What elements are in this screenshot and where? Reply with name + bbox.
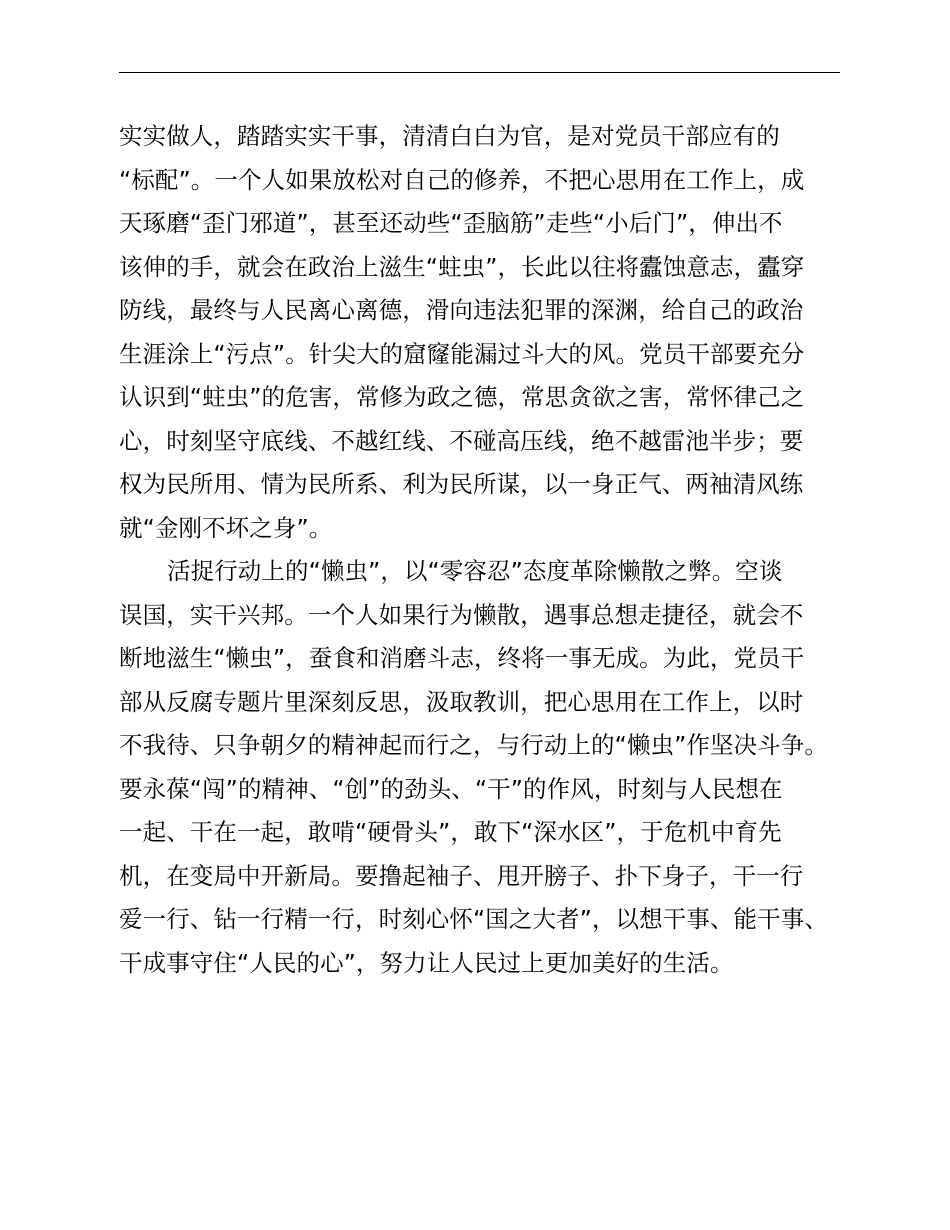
text-line: 天琢磨“歪门邪道”，甚至还动些“歪脑筋”走些“小后门”，伸出不	[119, 209, 783, 237]
text-line: 部从反腐专题片里深刻反思，汲取教训，把心思用在工作上，以时	[119, 687, 804, 716]
text-line: 要永葆“闯”的精神、“创”的劲头、“干”的作风，时刻与人民想在	[119, 774, 783, 803]
text-line: 机，在变局中开新局。要撸起袖子、甩开膀子、扑下身子，干一行	[119, 861, 804, 890]
document-body	[119, 115, 840, 985]
text-line: “标配”。一个人如果放松对自己的修养，不把心思用在工作上，成	[119, 165, 805, 194]
text-line: 权为民所用、情为民所系、利为民所谋，以一身正气、两袖清风练	[119, 470, 804, 498]
text-line: 实实做人，踏踏实实干事，清清白白为官，是对党员干部应有的	[119, 122, 780, 150]
text-line: 心，时刻坚守底线、不越红线、不碰高压线，绝不越雷池半步；要	[119, 426, 804, 455]
text-line: 认识到“蛀虫”的危害，常修为政之德，常思贪欲之害，常怀律己之	[119, 383, 805, 411]
text-line: 该伸的手，就会在政治上滋生“蛀虫”，长此以往将蠹蚀意志，蠹穿	[119, 252, 805, 281]
text-line: 干成事守住“人民的心”，努力让人民过上更加美好的生活。	[119, 948, 734, 977]
text-line: 断地滋生“懒虫”，蚕食和消磨斗志，终将一事无成。为此，党员干	[119, 644, 805, 672]
text-line: 爱一行、钻一行精一行，时刻心怀“国之大者”，以想干事、能干事、	[119, 905, 828, 933]
text-line: 生涯涂上“污点”。针尖大的窟窿能漏过斗大的风。党员干部要充分	[119, 339, 805, 368]
text-line: 不我待、只争朝夕的精神起而行之，与行动上的“懒虫”作坚决斗争。	[119, 731, 828, 759]
text-line: 误国，实干兴邦。一个人如果行为懒散，遇事总想走捷径，就会不	[119, 600, 804, 629]
text-line: 防线，最终与人民离心离德，滑向违法犯罪的深渊，给自己的政治	[119, 296, 804, 324]
text-line: 就“金刚不坏之身”。	[119, 513, 333, 542]
text-line: 一起、干在一起，敢啃“硬骨头”，敢下“深水区”，于危机中育先	[119, 818, 782, 846]
header-rule	[119, 72, 840, 73]
paragraph-first-line: 活捉行动上的“懒虫”，以“零容忍”态度革除懒散之弊。空谈	[167, 557, 783, 585]
